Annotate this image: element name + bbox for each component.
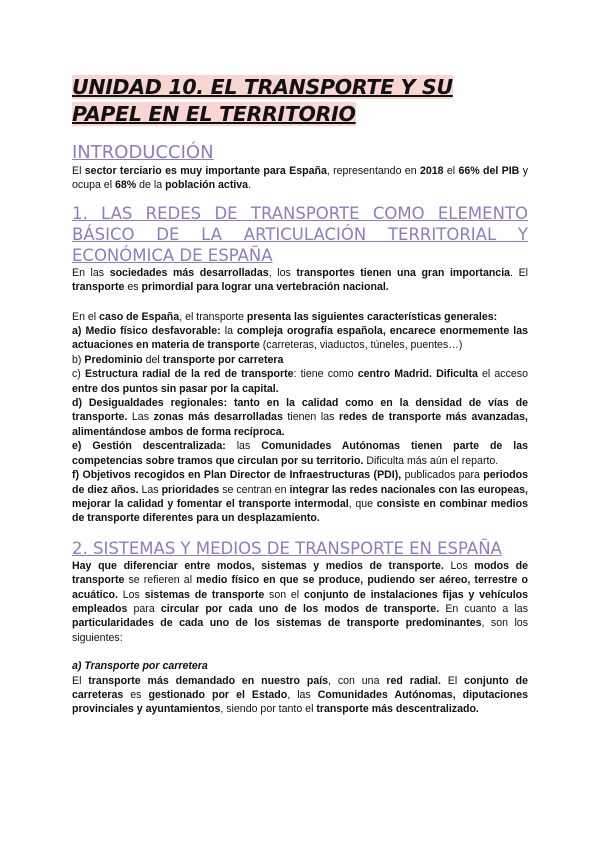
text-run: , representando en (326, 165, 420, 177)
text-run: Predominio (84, 353, 143, 366)
text-run: medio físico en que se produce, pudiendo ser aéreo, terrestre o acuático. (72, 574, 528, 601)
text-run: e) Gestión descentralizada: (72, 440, 226, 453)
text-run: transporte (72, 281, 125, 294)
text-run: d) Desigualdades regionales: tanto en la calidad como en la densidad de vías de transporte. (72, 397, 528, 424)
section1-heading: 1. LAS REDES DE TRANSPORTE COMO ELEMENTO BÁSICO DE LA ARTICULACIÓN TERRITORIAL Y ECONÓMICA DE ESPAÑA (72, 203, 528, 265)
section2-paragraph-2 (72, 674, 528, 717)
text-run: particularidades de cada uno de los sistemas de transporte predominantes (72, 617, 482, 630)
text-run: el acceso (477, 368, 528, 381)
text-run: a) Medio físico desfavorable: (72, 325, 221, 338)
text-run: 2018 (419, 165, 444, 177)
text-run: Las (127, 411, 154, 424)
text-run: En el (72, 310, 100, 323)
text-run: transporte más demandado en nuestro país (88, 674, 329, 687)
text-run: el (443, 165, 459, 177)
text-run: población activa (165, 179, 249, 192)
text-run: . El (510, 266, 529, 279)
text-run: , son los siguientes: (72, 617, 528, 644)
text-run: , siendo por tanto el (220, 703, 317, 716)
text-run: sistemas de transporte (144, 588, 265, 601)
text-run: tienen las (282, 411, 339, 424)
text-run: transportes tienen una gran importancia (296, 266, 511, 279)
text-run: Hay que diferenciar entre modos, sistemas y medios de transporte. (72, 559, 444, 572)
text-run: publicados para (401, 469, 484, 482)
intro-heading: INTRODUCCIÓN (72, 142, 214, 163)
section2-heading: 2. SISTEMAS Y MEDIOS DE TRANSPORTE EN ESPAÑA (72, 538, 502, 558)
text-run: Estructura radial de la red de transporte (84, 368, 294, 381)
section1-paragraph-1 (72, 266, 528, 295)
text-run: . (248, 179, 252, 192)
text-run: es (124, 281, 142, 294)
text-run: integrar las redes nacionales con las europeas, mejorar la calidad y fomentar el transporte intermodal (72, 483, 529, 510)
document-page (72, 74, 528, 717)
text-run: Dificulta más aún el reparto. (363, 454, 499, 467)
intro-paragraph (72, 164, 528, 193)
text-run: : tiene como (293, 368, 358, 381)
text-run: 68% (115, 179, 137, 192)
text-run: b) (72, 353, 85, 366)
subheading-road-transport: a) Transporte por carretera (72, 660, 208, 673)
text-run: El (72, 674, 89, 687)
feature-f (72, 468, 528, 526)
text-run: redes de transporte más avanzadas, alimentándose ambos de forma recíproca. (72, 411, 529, 438)
text-run: periodos de diez años. (72, 469, 528, 496)
text-run: f) Objetivos recogidos en Plan Director de Infraestructuras (PDI), (72, 469, 402, 482)
text-run: zonas más desarrolladas (153, 411, 283, 424)
text-run: transporte más descentralizado. (316, 703, 479, 716)
feature-a (72, 324, 528, 353)
text-run: , que (348, 497, 377, 510)
text-run: la (220, 325, 237, 338)
text-run: c) (72, 368, 85, 381)
text-run: Comunidades Autónomas, diputaciones provinciales y ayuntamientos (72, 688, 528, 716)
text-run: El (440, 674, 465, 687)
text-run: 66% del PIB (458, 165, 520, 177)
text-run: Los (443, 559, 475, 572)
text-run: son el (264, 588, 304, 601)
text-run: gestionado por el Estado (148, 688, 288, 701)
text-run: entre dos puntos sin pasar por la capital. (72, 382, 279, 395)
text-run: para (127, 602, 161, 615)
text-run: , los (268, 266, 297, 279)
text-run: En las (72, 266, 110, 279)
text-run: consiste en combinar medios de transporte diferentes para un desplazamiento. (72, 497, 528, 525)
text-run: sociedades más desarrolladas (109, 266, 269, 279)
text-run: centro Madrid. Dificulta (357, 368, 478, 381)
text-run: , las (287, 688, 318, 701)
text-run: primordial para lograr una vertebración nacional. (141, 281, 389, 294)
text-run: , con una (328, 674, 387, 687)
text-run: , el transporte (179, 310, 247, 323)
text-run: del (142, 353, 163, 366)
feature-e (72, 439, 528, 468)
section2-paragraph-1 (72, 559, 528, 645)
text-run: se refieren al (124, 574, 197, 587)
text-run: sector terciario es muy importante para España (84, 165, 327, 177)
text-run: Comunidades Autónomas tienen parte de las competencias sobre tramos que circulan por su territorio. (72, 440, 528, 467)
text-run: prioridades (161, 483, 220, 496)
feature-c (72, 367, 528, 396)
text-run: (carreteras, viaductos, túneles, puentes…) (259, 339, 463, 352)
text-run: En cuanto a las (439, 602, 528, 615)
text-run: es (123, 688, 149, 701)
text-run: y ocupa el (72, 165, 528, 192)
text-run: compleja orografía española, encarece enormemente las actuaciones en materia de transporte (72, 325, 529, 352)
text-run: las (225, 440, 262, 453)
text-run: presenta las siguientes características generales: (246, 310, 498, 323)
feature-d (72, 396, 528, 439)
text-run: Las (138, 483, 162, 496)
text-run: transporte por carretera (162, 353, 284, 366)
text-run: conjunto de carreteras (72, 674, 529, 701)
text-run: modos de transporte (72, 559, 529, 587)
feature-b (72, 353, 528, 367)
text-run: red radial. (386, 674, 441, 687)
text-run: circular por cada uno de los modos de transporte. (160, 602, 440, 615)
text-run: se centran en (219, 483, 290, 496)
text-run: caso de España (99, 310, 180, 323)
text-run: El (72, 165, 85, 177)
section1-paragraph-2 (72, 310, 528, 324)
text-run: Los (117, 588, 145, 601)
unit-title: UNIDAD 10. EL TRANSPORTE Y SU PAPEL EN EL TERRITORIO (72, 75, 453, 126)
text-run: conjunto de instalaciones fijas y vehículos empleados (72, 588, 528, 615)
text-run: de la (136, 179, 166, 192)
